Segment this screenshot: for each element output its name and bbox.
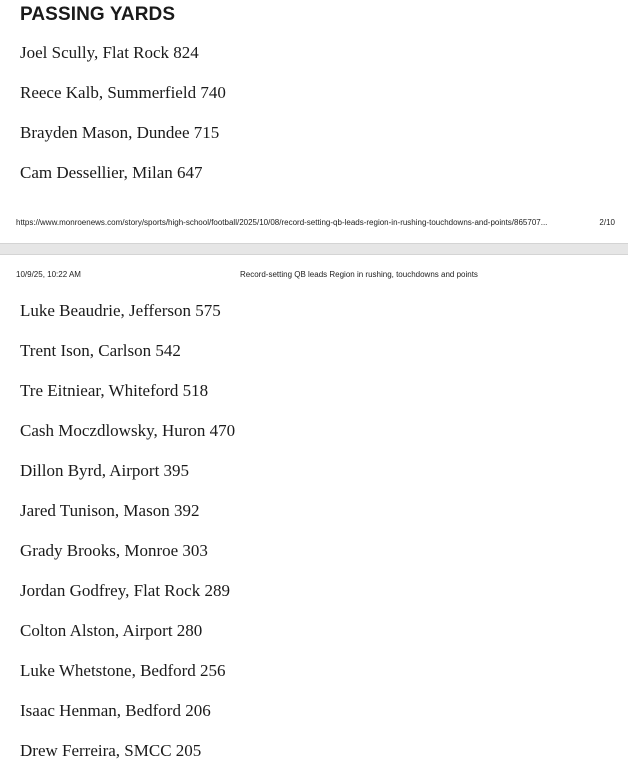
list-item: Jared Tunison, Mason 392 [20, 501, 200, 520]
list-item: Trent Ison, Carlson 542 [20, 341, 181, 360]
section-heading: PASSING YARDS [20, 4, 176, 25]
page-header-date: 10/9/25, 10:22 AM [16, 270, 81, 279]
list-item: Colton Alston, Airport 280 [20, 621, 203, 640]
list-item: Cash Moczdlowsky, Huron 470 [20, 421, 236, 440]
list-item: Jordan Godfrey, Flat Rock 289 [20, 581, 230, 600]
list-item: Isaac Henman, Bedford 206 [20, 701, 211, 720]
list-item: Cam Dessellier, Milan 647 [20, 163, 203, 182]
page-header-title: Record-setting QB leads Region in rushing, touchdowns and points [240, 270, 478, 279]
list-item: Reece Kalb, Summerfield 740 [20, 83, 226, 102]
document-page-top [0, 0, 628, 243]
list-item: Joel Scully, Flat Rock 824 [20, 43, 199, 62]
list-item: Drew Ferreira, SMCC 205 [20, 741, 202, 760]
document-page-bottom [0, 255, 628, 768]
list-item: Dillon Byrd, Airport 395 [20, 461, 190, 480]
page-separator [0, 243, 628, 255]
list-item: Grady Brooks, Monroe 303 [20, 541, 208, 560]
page-footer-url: https://www.monroenews.com/story/sports/high-school/football/2025/10/08/record-setting-qb-leads-region-in-rushing-touchdowns-and-points/865707... [16, 218, 548, 227]
list-item: Tre Eitniear, Whiteford 518 [20, 381, 209, 400]
list-item: Brayden Mason, Dundee 715 [20, 123, 220, 142]
list-item: Luke Beaudrie, Jefferson 575 [20, 301, 221, 320]
list-item: Luke Whetstone, Bedford 256 [20, 661, 226, 680]
page-number: 2/10 [599, 218, 615, 227]
